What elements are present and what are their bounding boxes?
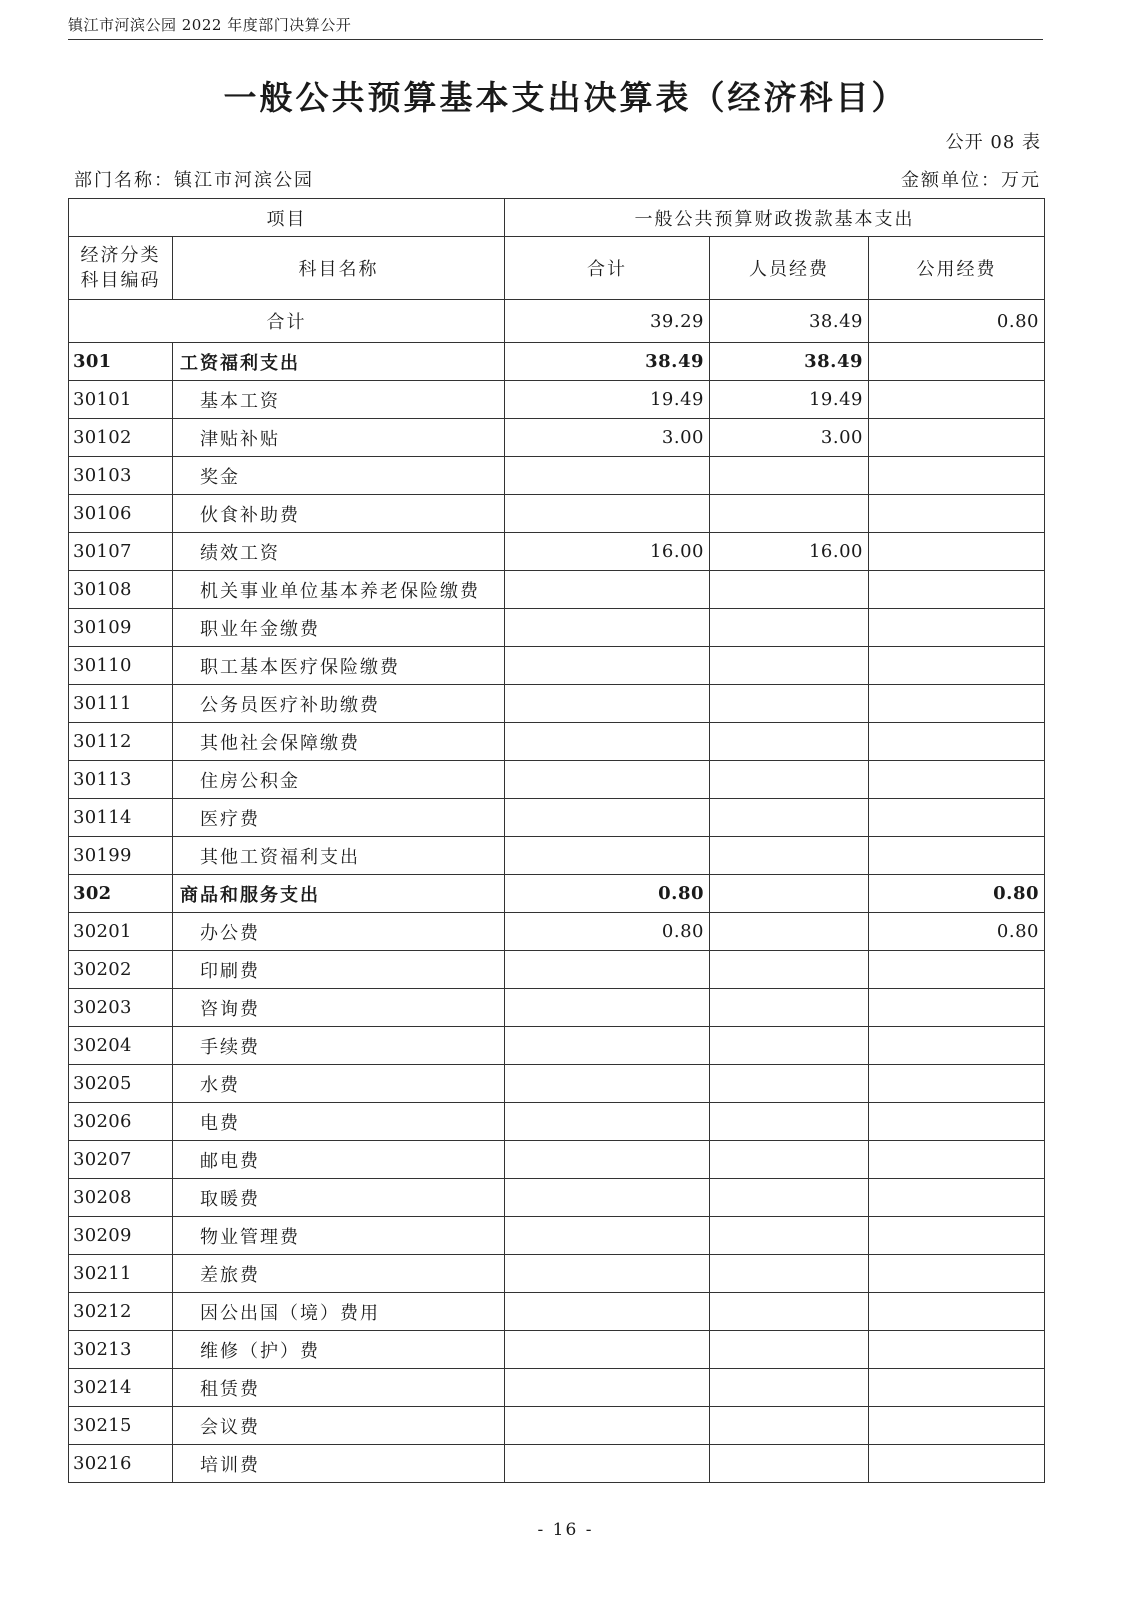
row-name: 公务员医疗补助缴费: [173, 685, 505, 723]
row-name: 物业管理费: [173, 1217, 505, 1255]
row-name: 差旅费: [173, 1255, 505, 1293]
row-total: [505, 837, 710, 875]
table-row: [69, 495, 1045, 533]
table-row: [69, 1407, 1045, 1445]
header-row-1: [69, 199, 1045, 237]
row-personnel: [710, 1179, 869, 1217]
row-total: [505, 609, 710, 647]
page-number: - 16 -: [537, 1520, 594, 1540]
row-personnel: [710, 837, 869, 875]
row-personnel: [710, 1369, 869, 1407]
row-public: [869, 457, 1045, 495]
row-code: 30213: [69, 1331, 173, 1369]
row-code: 30113: [69, 761, 173, 799]
row-code: 30204: [69, 1027, 173, 1065]
row-public: [869, 381, 1045, 419]
row-personnel: [710, 457, 869, 495]
table-row: [69, 1331, 1045, 1369]
row-personnel: [710, 723, 869, 761]
header-public: 公用经费: [869, 237, 1045, 300]
row-personnel: [710, 685, 869, 723]
table-row: [69, 647, 1045, 685]
row-name: 工资福利支出: [173, 343, 505, 381]
row-public: [869, 1407, 1045, 1445]
table-row: [69, 1141, 1045, 1179]
total-personnel: 38.49: [710, 300, 869, 343]
row-total: 16.00: [505, 533, 710, 571]
table-row: [69, 419, 1045, 457]
row-code: 30109: [69, 609, 173, 647]
table-row: [69, 799, 1045, 837]
row-total: [505, 1141, 710, 1179]
row-public: [869, 1331, 1045, 1369]
row-code: 30215: [69, 1407, 173, 1445]
total-public: 0.80: [869, 300, 1045, 343]
row-total: 38.49: [505, 343, 710, 381]
row-personnel: [710, 1445, 869, 1483]
header-rule: [68, 39, 1043, 40]
row-total: [505, 1103, 710, 1141]
row-personnel: 38.49: [710, 343, 869, 381]
row-public: 0.80: [869, 875, 1045, 913]
row-code: 30102: [69, 419, 173, 457]
row-public: [869, 419, 1045, 457]
table-row: [69, 1179, 1045, 1217]
row-name: 邮电费: [173, 1141, 505, 1179]
row-code: 302: [69, 875, 173, 913]
table-row: [69, 1065, 1045, 1103]
row-public: 0.80: [869, 913, 1045, 951]
row-code: 30209: [69, 1217, 173, 1255]
row-code: 30110: [69, 647, 173, 685]
table-row: [69, 571, 1045, 609]
table-row: [69, 457, 1045, 495]
row-personnel: [710, 913, 869, 951]
row-code: 30114: [69, 799, 173, 837]
row-name: 会议费: [173, 1407, 505, 1445]
row-name: 印刷费: [173, 951, 505, 989]
row-total: [505, 761, 710, 799]
row-name: 电费: [173, 1103, 505, 1141]
row-personnel: [710, 1255, 869, 1293]
table-row: [69, 761, 1045, 799]
row-code: 30202: [69, 951, 173, 989]
row-public: [869, 1445, 1045, 1483]
row-personnel: 19.49: [710, 381, 869, 419]
table-row: [69, 609, 1045, 647]
row-public: [869, 1255, 1045, 1293]
row-name: 手续费: [173, 1027, 505, 1065]
row-name: 职工基本医疗保险缴费: [173, 647, 505, 685]
row-total: 0.80: [505, 875, 710, 913]
row-total: [505, 1445, 710, 1483]
row-total: [505, 1217, 710, 1255]
row-code: 30208: [69, 1179, 173, 1217]
row-code: 30216: [69, 1445, 173, 1483]
row-code: 30112: [69, 723, 173, 761]
row-name: 其他工资福利支出: [173, 837, 505, 875]
row-name: 取暖费: [173, 1179, 505, 1217]
row-personnel: [710, 951, 869, 989]
row-public: [869, 685, 1045, 723]
row-code: 30214: [69, 1369, 173, 1407]
row-total: [505, 1407, 710, 1445]
row-name: 因公出国（境）费用: [173, 1293, 505, 1331]
header-row-2: [69, 237, 1045, 300]
table-row: [69, 381, 1045, 419]
row-name: 津贴补贴: [173, 419, 505, 457]
header-item: 项目: [69, 199, 505, 237]
row-personnel: [710, 1331, 869, 1369]
page-title: 一般公共预算基本支出决算表（经济科目）: [223, 78, 908, 117]
row-name: 职业年金缴费: [173, 609, 505, 647]
row-total: [505, 1027, 710, 1065]
row-public: [869, 723, 1045, 761]
row-public: [869, 837, 1045, 875]
row-public: [869, 799, 1045, 837]
row-name: 水费: [173, 1065, 505, 1103]
header-name: 科目名称: [173, 237, 505, 300]
header-code: 经济分类 科目编码: [69, 237, 173, 300]
table-row: [69, 1027, 1045, 1065]
row-personnel: [710, 609, 869, 647]
table-row: [69, 1369, 1045, 1407]
row-code: 30108: [69, 571, 173, 609]
total-row: [69, 300, 1045, 343]
row-public: [869, 1027, 1045, 1065]
row-public: [869, 1179, 1045, 1217]
row-personnel: [710, 761, 869, 799]
row-code: 30211: [69, 1255, 173, 1293]
row-code: 30206: [69, 1103, 173, 1141]
row-personnel: 3.00: [710, 419, 869, 457]
row-personnel: 16.00: [710, 533, 869, 571]
row-personnel: [710, 1103, 869, 1141]
row-total: [505, 723, 710, 761]
form-number: 公开 08 表: [945, 132, 1041, 153]
row-code: 30199: [69, 837, 173, 875]
row-total: 19.49: [505, 381, 710, 419]
row-public: [869, 1217, 1045, 1255]
row-public: [869, 609, 1045, 647]
row-public: [869, 951, 1045, 989]
row-total: 0.80: [505, 913, 710, 951]
row-code: 30111: [69, 685, 173, 723]
row-personnel: [710, 571, 869, 609]
row-total: [505, 951, 710, 989]
row-public: [869, 1293, 1045, 1331]
row-name: 绩效工资: [173, 533, 505, 571]
row-total: [505, 799, 710, 837]
row-name: 租赁费: [173, 1369, 505, 1407]
row-name: 办公费: [173, 913, 505, 951]
table-row: [69, 533, 1045, 571]
row-name: 维修（护）费: [173, 1331, 505, 1369]
row-personnel: [710, 647, 869, 685]
table-row: [69, 1217, 1045, 1255]
row-total: 3.00: [505, 419, 710, 457]
row-public: [869, 343, 1045, 381]
row-public: [869, 989, 1045, 1027]
row-total: [505, 1179, 710, 1217]
row-personnel: [710, 495, 869, 533]
row-code: 30106: [69, 495, 173, 533]
row-public: [869, 571, 1045, 609]
row-name: 基本工资: [173, 381, 505, 419]
row-code: 30107: [69, 533, 173, 571]
row-name: 奖金: [173, 457, 505, 495]
row-total: [505, 1369, 710, 1407]
row-public: [869, 1065, 1045, 1103]
row-name: 伙食补助费: [173, 495, 505, 533]
running-header: 镇江市河滨公园 2022 年度部门决算公开: [68, 16, 352, 34]
row-public: [869, 761, 1045, 799]
row-code: 30205: [69, 1065, 173, 1103]
table-row: [69, 1445, 1045, 1483]
table-row: [69, 343, 1045, 381]
row-personnel: [710, 1065, 869, 1103]
row-total: [505, 457, 710, 495]
row-total: [505, 647, 710, 685]
table-row: [69, 989, 1045, 1027]
row-personnel: [710, 989, 869, 1027]
row-name: 培训费: [173, 1445, 505, 1483]
table-row: [69, 837, 1045, 875]
row-personnel: [710, 1293, 869, 1331]
row-public: [869, 533, 1045, 571]
row-total: [505, 685, 710, 723]
row-total: [505, 1331, 710, 1369]
row-public: [869, 1103, 1045, 1141]
row-name: 医疗费: [173, 799, 505, 837]
table-row: [69, 1255, 1045, 1293]
row-total: [505, 571, 710, 609]
row-personnel: [710, 1217, 869, 1255]
row-name: 住房公积金: [173, 761, 505, 799]
row-personnel: [710, 1027, 869, 1065]
row-personnel: [710, 1407, 869, 1445]
header-personnel: 人员经费: [710, 237, 869, 300]
row-total: [505, 1255, 710, 1293]
header-group: 一般公共预算财政拨款基本支出: [505, 199, 1045, 237]
row-code: 301: [69, 343, 173, 381]
row-code: 30101: [69, 381, 173, 419]
row-name: 商品和服务支出: [173, 875, 505, 913]
row-code: 30103: [69, 457, 173, 495]
row-personnel: [710, 1141, 869, 1179]
row-name: 咨询费: [173, 989, 505, 1027]
row-name: 其他社会保障缴费: [173, 723, 505, 761]
total-sum: 39.29: [505, 300, 710, 343]
table-row: [69, 1293, 1045, 1331]
total-label: 合计: [69, 300, 505, 343]
row-code: 30203: [69, 989, 173, 1027]
row-personnel: [710, 875, 869, 913]
table-row: [69, 951, 1045, 989]
row-total: [505, 989, 710, 1027]
row-total: [505, 1293, 710, 1331]
amount-unit-label: 金额单位：万元: [901, 170, 1041, 191]
table-row: [69, 685, 1045, 723]
row-public: [869, 1369, 1045, 1407]
row-name: 机关事业单位基本养老保险缴费: [173, 571, 505, 609]
department-label: 部门名称：镇江市河滨公园: [74, 170, 314, 191]
row-code: 30212: [69, 1293, 173, 1331]
row-personnel: [710, 799, 869, 837]
header-total: 合计: [505, 237, 710, 300]
table-row: [69, 913, 1045, 951]
budget-table: [68, 198, 1045, 1483]
row-code: 30207: [69, 1141, 173, 1179]
row-public: [869, 495, 1045, 533]
row-public: [869, 647, 1045, 685]
table-row: [69, 875, 1045, 913]
row-total: [505, 1065, 710, 1103]
row-total: [505, 495, 710, 533]
table-row: [69, 723, 1045, 761]
row-code: 30201: [69, 913, 173, 951]
table-row: [69, 1103, 1045, 1141]
row-public: [869, 1141, 1045, 1179]
